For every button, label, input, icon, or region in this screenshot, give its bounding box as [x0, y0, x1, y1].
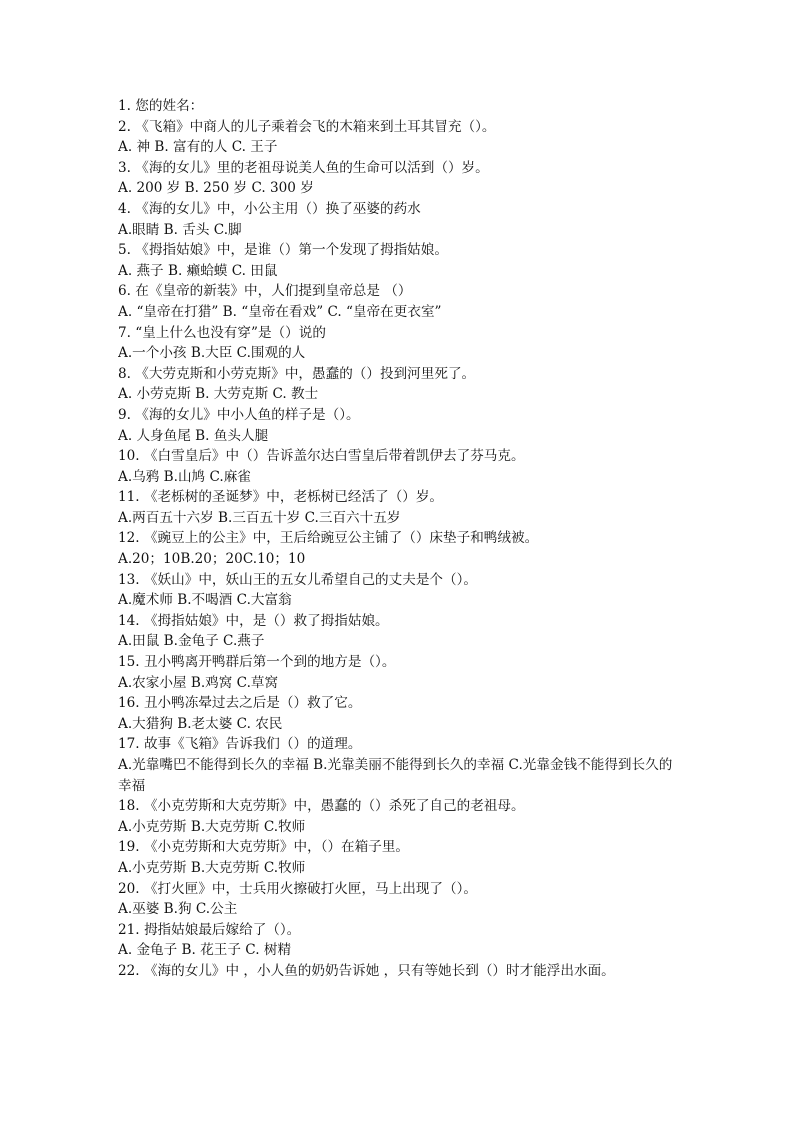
question-4: 4. 《海的女儿》中，小公主用（）换了巫婆的药水: [118, 200, 421, 217]
options-9: A. 人身鱼尾 B. 鱼头人腿: [118, 427, 269, 444]
question-3: 3. 《海的女儿》里的老祖母说美人鱼的生命可以活到（）岁。: [118, 159, 489, 176]
question-10: 10. 《白雪皇后》中（）告诉盖尔达白雪皇后带着凯伊去了芬马克。: [118, 448, 525, 465]
options-11: A.两百五十六岁 B.三百五十岁 C.三百六十五岁: [118, 509, 401, 526]
options-2: A. 神 B. 富有的人 C. 王子: [118, 139, 278, 156]
options-14: A.田鼠 B.金龟子 C.燕子: [118, 633, 265, 650]
options-19: A.小克劳斯 B.大克劳斯 C.牧师: [118, 859, 306, 876]
question-8: 8. 《大劳克斯和小劳克斯》中，愚蠢的（）投到河里死了。: [118, 365, 476, 382]
question-6: 6. 在《皇帝的新装》中，人们提到皇帝总是 （）: [118, 283, 412, 300]
question-21: 21. 拇指姑娘最后嫁给了（）。: [118, 921, 301, 938]
options-18: A.小克劳斯 B.大克劳斯 C.牧师: [118, 818, 306, 835]
options-3: A. 200 岁 B. 250 岁 C. 300 岁: [118, 180, 314, 197]
options-5: A. 燕子 B. 癞蛤蟆 C. 田鼠: [118, 262, 278, 279]
question-9: 9. 《海的女儿》中小人鱼的样子是（）。: [118, 406, 360, 423]
options-6: A. “皇帝在打猎” B. “皇帝在看戏” C. “皇帝在更衣室”: [118, 303, 442, 320]
question-20: 20. 《打火匣》中，士兵用火擦破打火匣，马上出现了（）。: [118, 880, 477, 897]
options-17: A.光靠嘴巴不能得到长久的幸福 B.光靠美丽不能得到长久的幸福 C.光靠金钱不能得到长久的幸福: [118, 757, 673, 794]
question-7: 7. “皇上什么也没有穿”是（）说的: [118, 324, 326, 341]
question-14: 14. 《拇指姑娘》中，是（）救了拇指姑娘。: [118, 612, 389, 629]
question-2: 2. 《飞箱》中商人的儿子乘着会飞的木箱来到土耳其冒充（）。: [118, 118, 496, 135]
question-17: 17. 故事《飞箱》告诉我们（）的道理。: [118, 736, 362, 753]
options-20: A.巫婆 B.狗 C.公主: [118, 901, 238, 918]
quiz-document: [118, 96, 678, 982]
options-12: A.20；10B.20；20C.10；10: [118, 551, 306, 568]
options-7: A.一个小孩 B.大臣 C.围观的人: [118, 345, 306, 362]
question-16: 16. 丑小鸭冻晕过去之后是（）救了它。: [118, 695, 362, 712]
question-1: 1. 您的姓名：: [118, 98, 204, 114]
question-19: 19. 《小克劳斯和大克劳斯》中，（）在箱子里。: [118, 839, 410, 856]
options-4: A.眼睛 B. 舌头 C.脚: [118, 221, 242, 238]
options-8: A. 小劳克斯 B. 大劳克斯 C. 教士: [118, 386, 319, 403]
options-16: A.大猎狗 B.老太婆 C. 农民: [118, 715, 283, 732]
question-5: 5. 《拇指姑娘》中，是谁（）第一个发现了拇指姑娘。: [118, 242, 448, 259]
question-22: 22. 《海的女儿》中 ，小人鱼的奶奶告诉她 ，只有等她长到（）时才能浮出水面。: [118, 962, 615, 979]
options-10: A.乌鸦 B.山鸠 C.麻雀: [118, 468, 251, 485]
question-15: 15. 丑小鸭离开鸭群后第一个到的地方是（）。: [118, 654, 396, 671]
question-11: 11. 《老栎树的圣诞梦》中，老栎树已经活了（）岁。: [118, 489, 444, 506]
options-21: A. 金龟子 B. 花王子 C. 树精: [118, 942, 292, 959]
question-13: 13. 《妖山》中，妖山王的五女儿希望自己的丈夫是个（）。: [118, 571, 477, 588]
options-15: A.农家小屋 B.鸡窝 C.草窝: [118, 674, 279, 691]
options-13: A.魔术师 B.不喝酒 C.大富翁: [118, 592, 292, 609]
question-18: 18. 《小克劳斯和大克劳斯》中，愚蠢的（）杀死了自己的老祖母。: [118, 798, 525, 815]
question-12: 12. 《豌豆上的公主》中，王后给豌豆公主铺了（）床垫子和鸭绒被。: [118, 530, 539, 547]
